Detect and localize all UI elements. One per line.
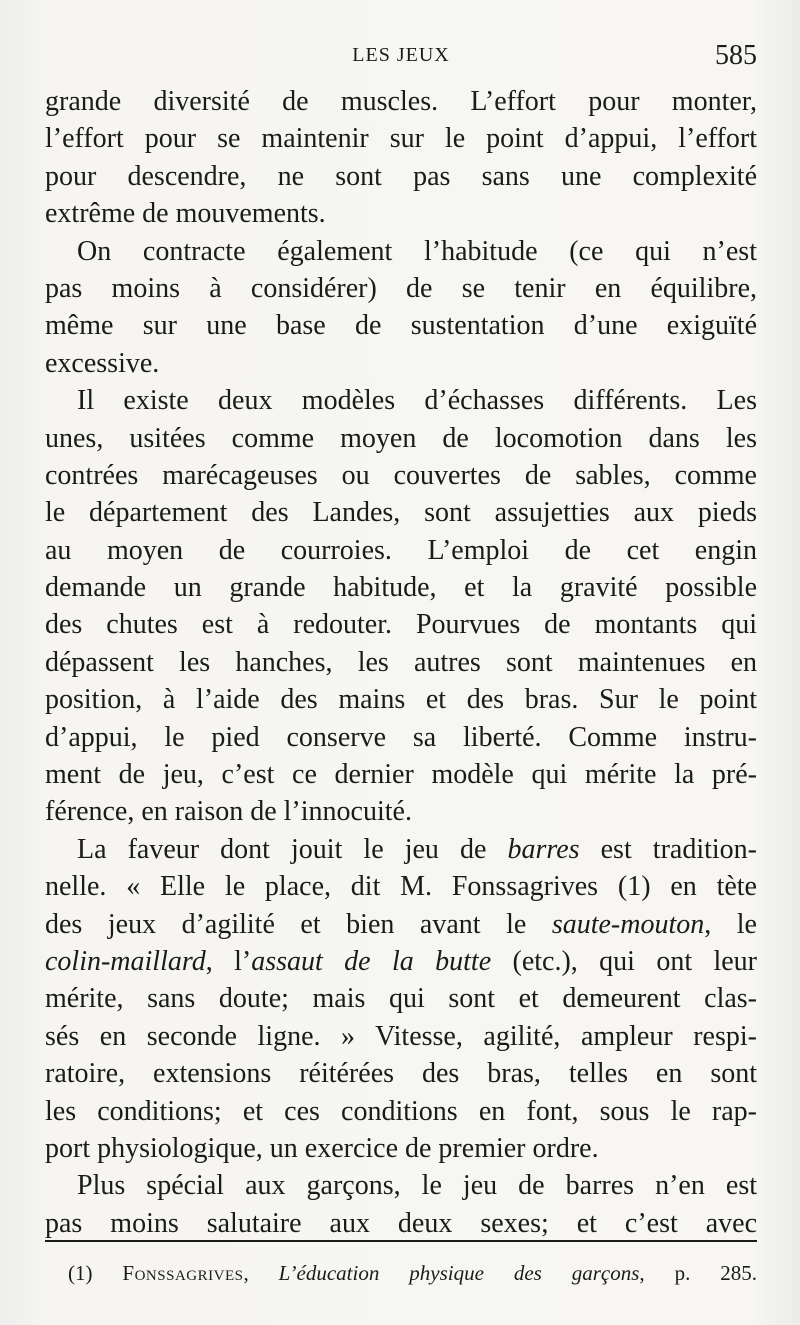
- text-segment: sés en seconde ligne. » Vitesse, agilité, ampleur respi-: [45, 1020, 757, 1052]
- italic-text-segment: saute-mouton: [551, 908, 705, 940]
- text-line: [45, 382, 757, 419]
- text-segment: On contracte également l’habitude (ce qui n’est: [77, 235, 757, 267]
- text-segment: , l’: [205, 945, 252, 977]
- text-segment: extrême de mouvements.: [45, 198, 326, 230]
- text-segment: contrées marécageuses ou couvertes de sables, comme: [45, 459, 757, 491]
- text-line: [45, 307, 757, 344]
- text-line: [45, 345, 757, 382]
- footnote-separator: ,: [243, 1261, 279, 1285]
- text-line: [45, 532, 757, 569]
- text-line: [45, 1093, 757, 1130]
- text-line: [45, 681, 757, 718]
- text-segment: , le: [704, 908, 757, 940]
- text-segment: mérite, sans doute; mais qui sont et demeurent clas-: [45, 983, 757, 1015]
- text-line: [45, 793, 757, 830]
- page-header: [45, 40, 757, 76]
- text-segment: ment de jeu, c’est ce dernier modèle qui mérite la pré-: [45, 759, 757, 791]
- text-segment: dépassent les hanches, les autres sont maintenues en: [45, 646, 757, 678]
- italic-text-segment: colin-maillard: [45, 945, 206, 977]
- text-line: [45, 1205, 757, 1242]
- text-line: [45, 569, 757, 606]
- text-line: [45, 868, 757, 905]
- text-line: [45, 494, 757, 531]
- footnote-author: Fonssagrives: [122, 1261, 244, 1285]
- text-segment: pour descendre, ne sont pas sans une complexité: [45, 160, 757, 192]
- text-line: [45, 1167, 757, 1204]
- text-line: [45, 1130, 757, 1167]
- text-line: [45, 158, 757, 195]
- text-line: [45, 831, 757, 868]
- text-segment: l’effort pour se maintenir sur le point d’appui, l’effort: [45, 123, 757, 155]
- text-segment: férence, en raison de l’innocuité.: [45, 796, 412, 828]
- text-segment: est tradition-: [579, 833, 757, 865]
- text-line: [45, 980, 757, 1017]
- text-line: [45, 1055, 757, 1092]
- text-line: [45, 719, 757, 756]
- text-segment: des jeux d’agilité et bien avant le: [45, 908, 552, 940]
- text-line: [45, 943, 757, 980]
- running-title: LES JEUX: [352, 44, 450, 66]
- text-segment: grande diversité de muscles. L’effort pour monter,: [45, 86, 757, 117]
- text-segment: le département des Landes, sont assujetties aux pieds: [45, 497, 757, 529]
- text-line: [45, 270, 757, 307]
- text-line: [45, 420, 757, 457]
- text-segment: (etc.), qui ont leur: [491, 945, 758, 977]
- footnote-title: L’éducation physique des garçons: [278, 1261, 640, 1285]
- text-segment: ratoire, extensions réitérées des bras, telles en sont: [45, 1058, 757, 1090]
- text-segment: au moyen de courroies. L’emploi de cet engin: [45, 534, 757, 566]
- text-segment: nelle. « Elle le place, dit M. Fonssagrives (1) en tète: [45, 871, 757, 903]
- text-line: [45, 233, 757, 270]
- text-line: [45, 644, 757, 681]
- text-line: [45, 457, 757, 494]
- body-text: [45, 83, 757, 1242]
- text-segment: pas moins salutaire aux deux sexes; et c’est avec: [45, 1207, 757, 1239]
- text-segment: Plus spécial aux garçons, le jeu de barres n’en est: [77, 1170, 757, 1202]
- text-line: [45, 606, 757, 643]
- text-segment: même sur une base de sustentation d’une exiguïté: [45, 310, 757, 342]
- text-segment: Il existe deux modèles d’échasses différents. Les: [77, 385, 757, 417]
- footnote-page-ref: , p. 285.: [639, 1261, 757, 1285]
- text-segment: pas moins à considérer) de se tenir en équilibre,: [45, 272, 757, 304]
- text-line: [45, 906, 757, 943]
- text-segment: unes, usitées comme moyen de locomotion dans les: [45, 422, 757, 454]
- italic-text-segment: barres: [507, 833, 580, 865]
- text-line: [45, 83, 757, 120]
- footnote-marker: (1): [68, 1261, 93, 1285]
- text-segment: demande un grande habitude, et la gravité possible: [45, 572, 757, 604]
- text-segment: des chutes est à redouter. Pourvues de montants qui: [45, 609, 757, 641]
- text-line: [45, 195, 757, 232]
- text-line: [45, 120, 757, 157]
- text-line: [45, 756, 757, 793]
- italic-text-segment: assaut de la butte: [251, 945, 492, 977]
- text-segment: excessive.: [45, 347, 160, 379]
- footnote: [68, 1258, 757, 1288]
- text-segment: d’appui, le pied conserve sa liberté. Comme instru-: [45, 721, 757, 753]
- text-segment: position, à l’aide des mains et des bras. Sur le point: [45, 684, 757, 716]
- page-number: 585: [715, 40, 757, 71]
- text-line: [45, 1018, 757, 1055]
- text-segment: La faveur dont jouit le jeu de: [77, 833, 508, 865]
- text-segment: les conditions; et ces conditions en font, sous le rap-: [45, 1095, 757, 1127]
- text-segment: port physiologique, un exercice de premier ordre.: [45, 1132, 599, 1164]
- footnote-rule: [45, 1240, 757, 1242]
